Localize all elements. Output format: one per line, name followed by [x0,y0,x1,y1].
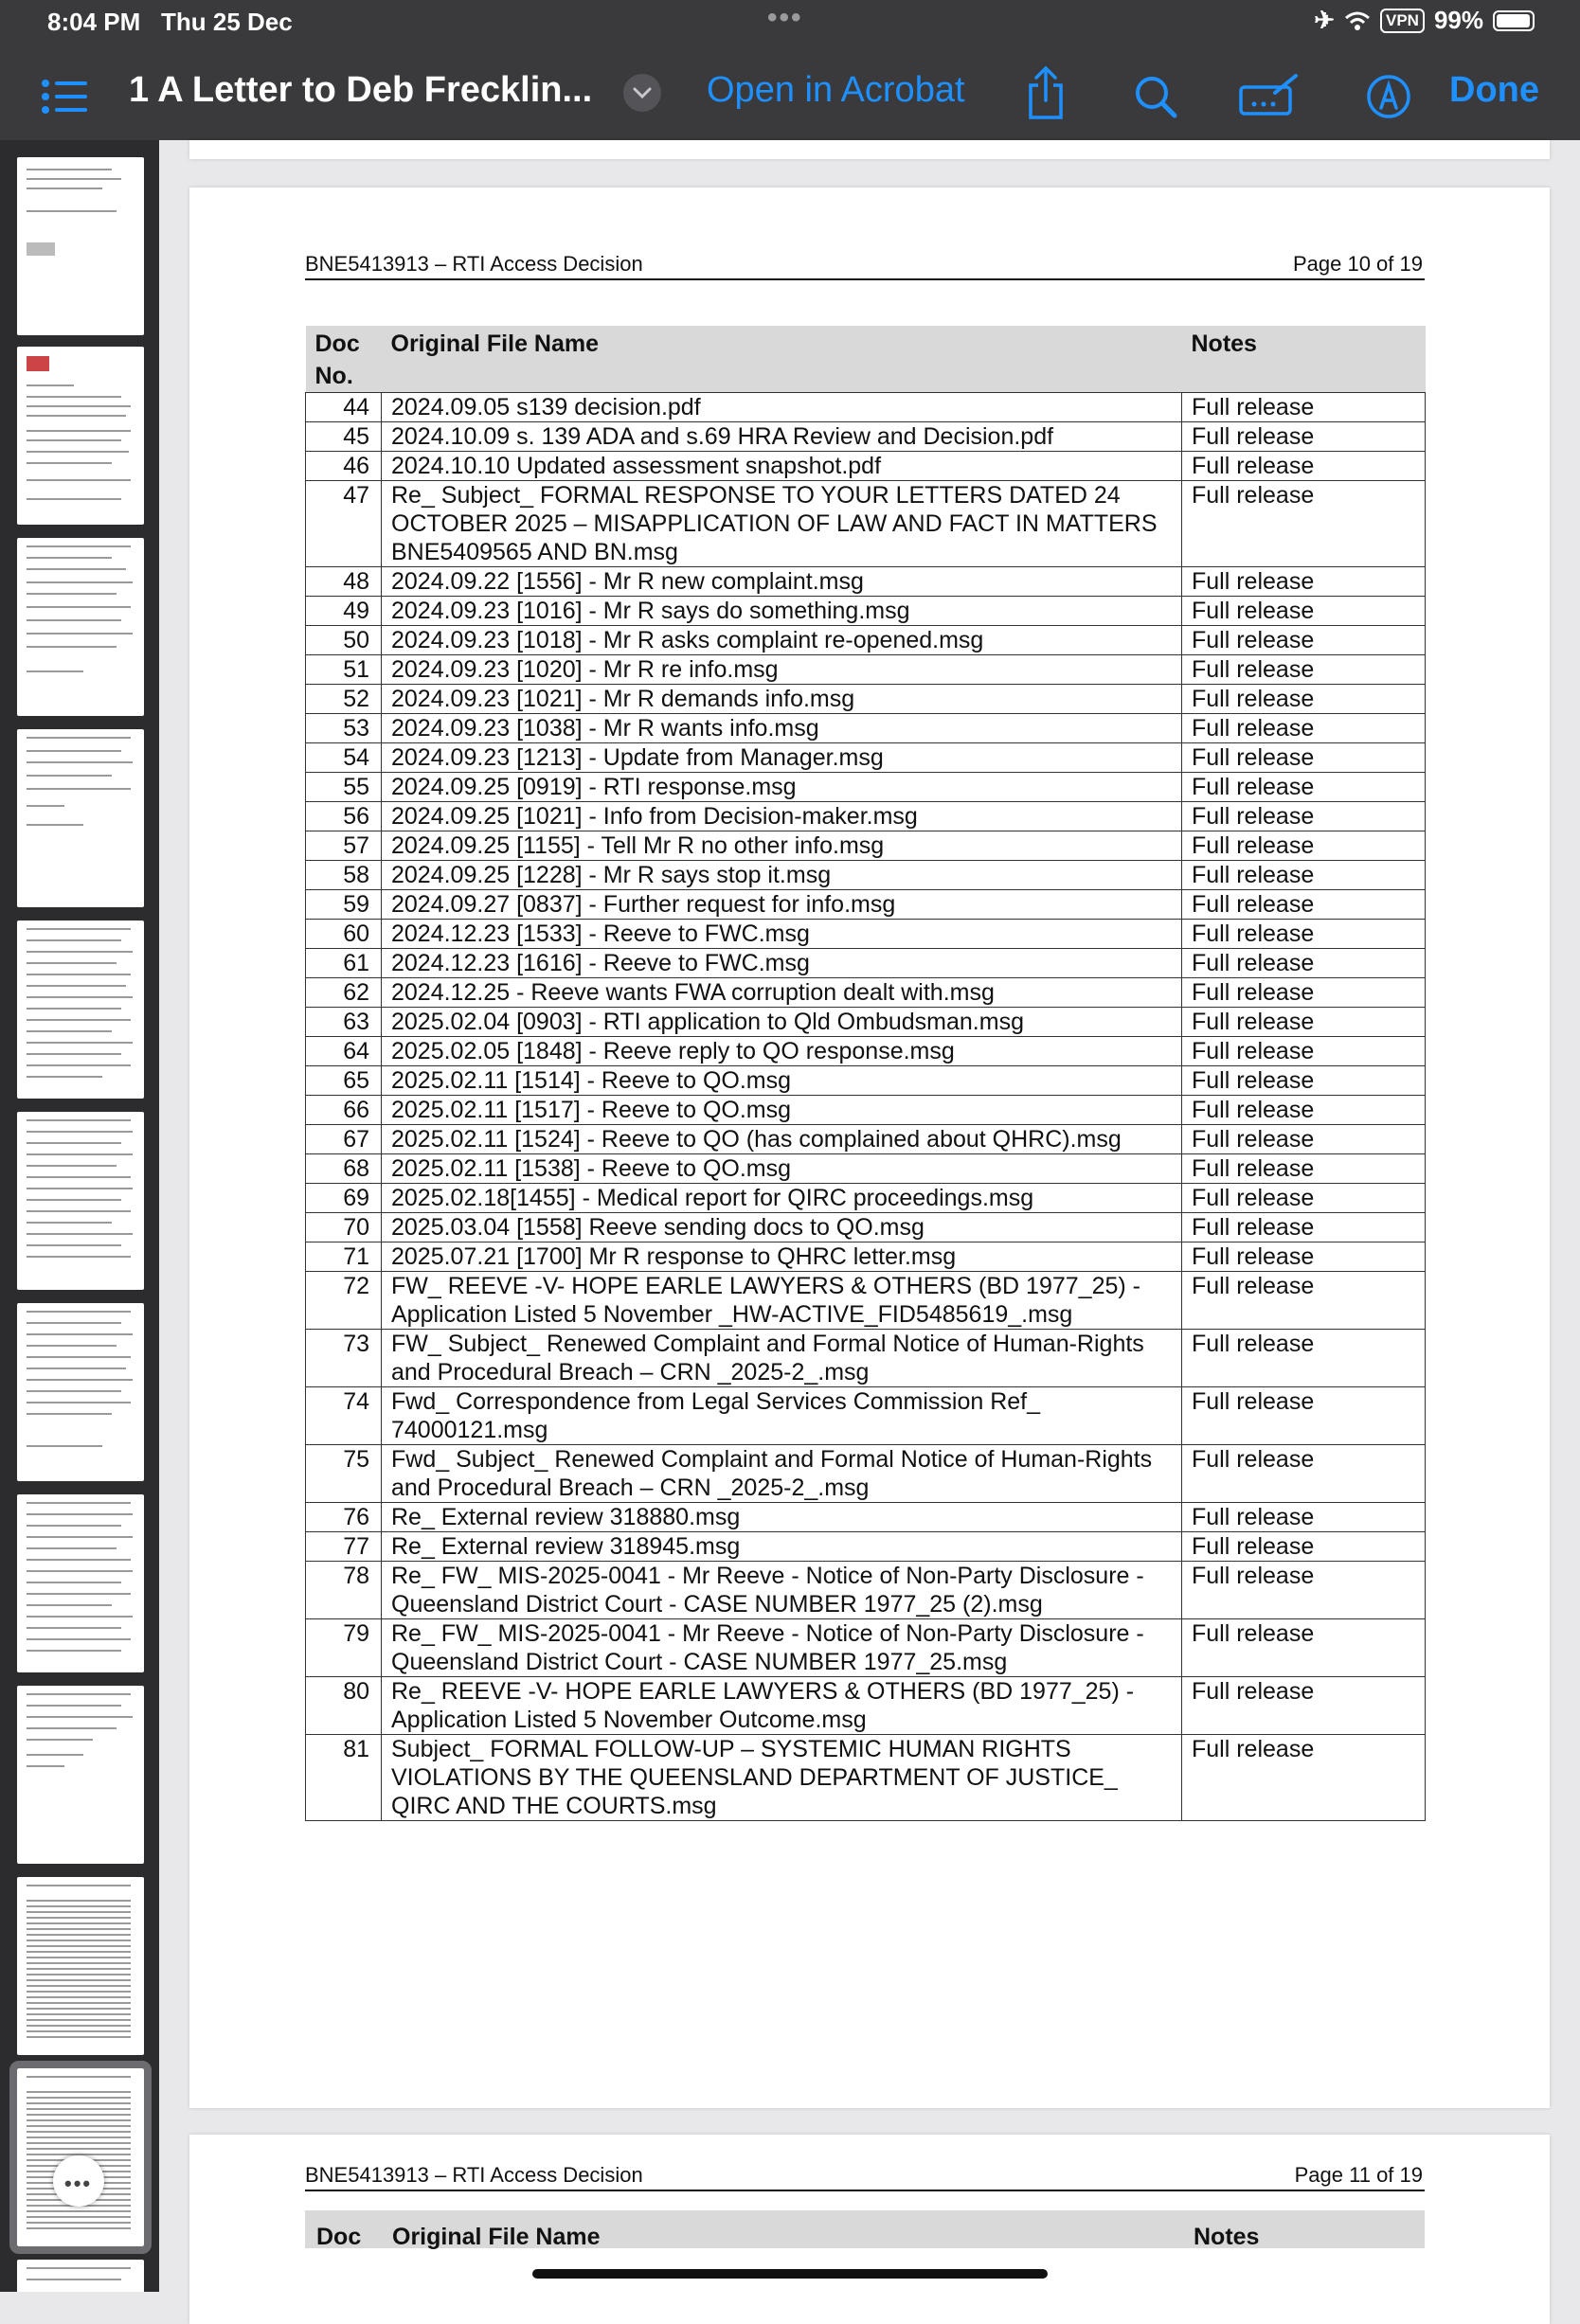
file-name-cell: Fwd_ Correspondence from Legal Services Commission Ref_ 74000121.msg [382,1387,1182,1445]
file-name-cell: 2025.02.11 [1538] - Reeve to QO.msg [382,1154,1182,1184]
table-row [306,626,1426,655]
table-row [306,1242,1426,1272]
file-name-cell: FW_ REEVE -V- HOPE EARLE LAWYERS & OTHERS (BD 1977_25) - Application Listed 5 November _HW-ACTIVE_FID5485619_.msg [382,1272,1182,1330]
notes-cell: Full release [1182,802,1426,831]
notes-cell: Full release [1182,831,1426,861]
notes-cell: Full release [1182,1735,1426,1821]
doc-number-cell: 72 [306,1272,382,1330]
page-thumbnail[interactable] [17,1494,144,1672]
table-row [306,1387,1426,1445]
doc-number-cell: 61 [306,949,382,978]
doc-number-cell: 66 [306,1096,382,1125]
file-name-cell: 2025.02.11 [1517] - Reeve to QO.msg [382,1096,1182,1125]
doc-number-cell: 45 [306,422,382,452]
doc-number-cell: 77 [306,1532,382,1562]
page-number: Page 11 of 19 [1294,2163,1423,2187]
file-name-cell: Re_ External review 318945.msg [382,1532,1182,1562]
notes-cell: Full release [1182,626,1426,655]
table-row [306,1184,1426,1213]
table-row [306,1735,1426,1821]
doc-number-cell: 67 [306,1125,382,1154]
doc-number-cell: 50 [306,626,382,655]
notes-cell: Full release [1182,949,1426,978]
table-row [306,1619,1426,1677]
doc-number-cell: 57 [306,831,382,861]
doc-number-cell: 71 [306,1242,382,1272]
file-name-cell: 2025.02.11 [1524] - Reeve to QO (has complained about QHRC).msg [382,1125,1182,1154]
done-button[interactable]: Done [1449,70,1539,110]
doc-number-cell: 74 [306,1387,382,1445]
home-indicator[interactable] [532,2269,1048,2279]
column-header-doc-no: Doc [316,2224,362,2250]
page-thumbnail[interactable] [17,729,144,907]
doc-number-cell: 79 [306,1619,382,1677]
table-row [306,978,1426,1008]
table-row [306,1532,1426,1562]
notes-cell: Full release [1182,890,1426,920]
doc-number-cell: 44 [306,393,382,422]
doc-number-cell: 78 [306,1562,382,1619]
doc-number-cell: 65 [306,1066,382,1096]
doc-number-cell: 48 [306,567,382,597]
airplane-icon: ✈ [1314,6,1335,34]
column-header-doc-no: Doc No. [306,326,382,393]
doc-number-cell: 62 [306,978,382,1008]
multitask-dots-icon[interactable]: ••• [767,2,803,33]
table-row [306,802,1426,831]
status-right [1314,6,1535,35]
document-page [189,2135,1550,2324]
notes-cell: Full release [1182,1387,1426,1445]
doc-number-cell: 63 [306,1008,382,1037]
file-name-cell: 2024.09.23 [1021] - Mr R demands info.msg [382,685,1182,714]
page-header-reference: BNE5413913 – RTI Access Decision [305,252,643,276]
page-thumbnail[interactable] [17,921,144,1099]
file-name-cell: 2025.03.04 [1558] Reeve sending docs to QO.msg [382,1213,1182,1242]
header-rule [305,2190,1425,2191]
file-name-cell: 2024.09.05 s139 decision.pdf [382,393,1182,422]
table-row [306,890,1426,920]
notes-cell: Full release [1182,1272,1426,1330]
file-name-cell: 2024.09.23 [1018] - Mr R asks complaint re-opened.msg [382,626,1182,655]
wifi-icon [1344,10,1371,31]
page-thumbnail[interactable] [17,1112,144,1290]
doc-number-cell: 51 [306,655,382,685]
column-header-file-name: Original File Name [392,2224,601,2250]
battery-icon [1493,10,1535,31]
table-row [306,1125,1426,1154]
page-number: Page 10 of 19 [1292,252,1423,276]
column-header-notes: Notes [1194,2224,1260,2250]
notes-cell: Full release [1182,1154,1426,1184]
battery-percent: 99% [1433,6,1483,34]
table-row [306,1272,1426,1330]
search-icon[interactable] [1129,72,1182,121]
markup-icon[interactable] [1237,72,1302,121]
table-row [306,393,1426,422]
file-name-cell: 2024.09.23 [1213] - Update from Manager.msg [382,743,1182,773]
notes-cell: Full release [1182,1184,1426,1213]
notes-cell: Full release [1182,393,1426,422]
toolbar [0,53,1580,140]
file-name-cell: 2024.09.23 [1020] - Mr R re info.msg [382,655,1182,685]
table-row [306,1213,1426,1242]
file-name-cell: 2024.12.23 [1533] - Reeve to FWC.msg [382,920,1182,949]
table-row [306,743,1426,773]
notes-cell: Full release [1182,1330,1426,1387]
doc-number-cell: 53 [306,714,382,743]
notes-cell: Full release [1182,1096,1426,1125]
page-thumbnail[interactable] [17,2260,144,2292]
header-rule [305,278,1425,280]
page-thumbnail[interactable] [17,1877,144,2055]
file-name-cell: FW_ Subject_ Renewed Complaint and Formal Notice of Human-Rights and Procedural Breach – CRN _2025-2_.msg [382,1330,1182,1387]
table-row [306,861,1426,890]
table-row [306,1330,1426,1387]
page-thumbnail[interactable] [17,1303,144,1481]
doc-number-cell: 54 [306,743,382,773]
notes-cell: Full release [1182,1242,1426,1272]
notes-cell: Full release [1182,1445,1426,1503]
file-name-cell: 2024.09.25 [1021] - Info from Decision-maker.msg [382,802,1182,831]
table-row [306,1445,1426,1503]
file-name-cell: 2024.10.10 Updated assessment snapshot.pdf [382,452,1182,481]
document-title[interactable]: 1 A Letter to Deb Frecklin... [129,70,593,110]
notes-cell: Full release [1182,1213,1426,1242]
table-row [306,1066,1426,1096]
table-row [306,831,1426,861]
notes-cell: Full release [1182,978,1426,1008]
notes-cell: Full release [1182,452,1426,481]
table-row [306,1503,1426,1532]
table-row [306,452,1426,481]
file-name-cell: Re_ Subject_ FORMAL RESPONSE TO YOUR LETTERS DATED 24 OCTOBER 2025 – MISAPPLICATION OF LAW AND FACT IN MATTERS BNE5409565 AND BN.msg [382,481,1182,567]
notes-cell: Full release [1182,1125,1426,1154]
open-in-acrobat-button[interactable]: Open in Acrobat [707,70,965,110]
file-name-cell: 2025.07.21 [1700] Mr R response to QHRC letter.msg [382,1242,1182,1272]
table-row [306,1008,1426,1037]
file-name-cell: 2025.02.11 [1514] - Reeve to QO.msg [382,1066,1182,1096]
page-thumbnail[interactable] [17,347,144,525]
file-name-cell: 2024.09.25 [1228] - Mr R says stop it.msg [382,861,1182,890]
doc-number-cell: 80 [306,1677,382,1735]
file-name-cell: 2024.09.22 [1556] - Mr R new complaint.msg [382,567,1182,597]
document-page [189,188,1550,2108]
table-row [306,949,1426,978]
file-name-cell: 2024.09.23 [1016] - Mr R says do something.msg [382,597,1182,626]
notes-cell: Full release [1182,685,1426,714]
doc-number-cell: 75 [306,1445,382,1503]
notes-cell: Full release [1182,1532,1426,1562]
table-row [306,567,1426,597]
acrobat-icon[interactable] [1362,72,1415,121]
file-name-cell: 2025.02.18[1455] - Medical report for QIRC proceedings.msg [382,1184,1182,1213]
more-options-icon[interactable]: ••• [53,2155,104,2207]
table-row [306,1562,1426,1619]
doc-number-cell: 60 [306,920,382,949]
file-name-cell: Re_ REEVE -V- HOPE EARLE LAWYERS & OTHERS (BD 1977_25) - Application Listed 5 November Outcome.msg [382,1677,1182,1735]
file-name-cell: 2024.10.09 s. 139 ADA and s.69 HRA Review and Decision.pdf [382,422,1182,452]
table-row [306,655,1426,685]
doc-number-cell: 58 [306,861,382,890]
file-name-cell: Fwd_ Subject_ Renewed Complaint and Formal Notice of Human-Rights and Procedural Breach – CRN _2025-2_.msg [382,1445,1182,1503]
file-name-cell: 2024.12.23 [1616] - Reeve to FWC.msg [382,949,1182,978]
notes-cell: Full release [1182,1066,1426,1096]
table-row [306,597,1426,626]
page-header-reference: BNE5413913 – RTI Access Decision [305,2163,643,2187]
share-icon[interactable] [1019,64,1072,121]
column-header-notes: Notes [1182,326,1426,393]
file-name-cell: Subject_ FORMAL FOLLOW-UP – SYSTEMIC HUMAN RIGHTS VIOLATIONS BY THE QUEENSLAND DEPARTMENT OF JUSTICE_ QIRC AND THE COURTS.msg [382,1735,1182,1821]
notes-cell: Full release [1182,481,1426,567]
notes-cell: Full release [1182,567,1426,597]
doc-number-cell: 47 [306,481,382,567]
status-date: Thu 25 Dec [161,8,293,36]
documents-table [305,326,1426,1821]
vpn-badge: VPN [1380,9,1425,33]
notes-cell: Full release [1182,743,1426,773]
table-row [306,1037,1426,1066]
doc-number-cell: 70 [306,1213,382,1242]
table-row [306,1096,1426,1125]
table-row [306,685,1426,714]
doc-number-cell: 81 [306,1735,382,1821]
doc-number-cell: 55 [306,773,382,802]
previous-page-bottom [189,140,1550,159]
table-row [306,714,1426,743]
file-name-cell: 2024.09.25 [1155] - Tell Mr R no other info.msg [382,831,1182,861]
notes-cell: Full release [1182,1037,1426,1066]
doc-number-cell: 68 [306,1154,382,1184]
table-row [306,920,1426,949]
file-name-cell: Re_ FW_ MIS-2025-0041 - Mr Reeve - Notice of Non-Party Disclosure -Queensland District Court - CASE NUMBER 1977_25 (2).msg [382,1562,1182,1619]
notes-cell: Full release [1182,773,1426,802]
file-name-cell: 2024.12.25 - Reeve wants FWA corruption dealt with.msg [382,978,1182,1008]
page-thumbnail[interactable] [17,1686,144,1864]
table-body [306,393,1426,1821]
notes-cell: Full release [1182,1677,1426,1735]
chevron-down-icon[interactable] [623,74,661,112]
file-name-cell: 2024.09.23 [1038] - Mr R wants info.msg [382,714,1182,743]
notes-cell: Full release [1182,1008,1426,1037]
file-name-cell: 2025.02.05 [1848] - Reeve reply to QO response.msg [382,1037,1182,1066]
notes-cell: Full release [1182,714,1426,743]
notes-cell: Full release [1182,861,1426,890]
top-bar [0,0,1580,140]
page-thumbnail[interactable] [17,538,144,716]
doc-number-cell: 46 [306,452,382,481]
table-row [306,1154,1426,1184]
doc-number-cell: 59 [306,890,382,920]
table-header-row [306,326,1426,393]
table-row [306,1677,1426,1735]
notes-cell: Full release [1182,1503,1426,1532]
file-name-cell: Re_ FW_ MIS-2025-0041 - Mr Reeve - Notice of Non-Party Disclosure -Queensland District Court - CASE NUMBER 1977_25.msg [382,1619,1182,1677]
table-header-row [305,2210,1425,2248]
file-name-cell: Re_ External review 318880.msg [382,1503,1182,1532]
page-thumbnail-sidebar[interactable] [0,140,159,2292]
table-row [306,773,1426,802]
notes-cell: Full release [1182,1619,1426,1677]
doc-number-cell: 64 [306,1037,382,1066]
doc-number-cell: 49 [306,597,382,626]
notes-cell: Full release [1182,422,1426,452]
file-name-cell: 2024.09.25 [0919] - RTI response.msg [382,773,1182,802]
table-row [306,422,1426,452]
doc-number-cell: 73 [306,1330,382,1387]
table-row [306,481,1426,567]
doc-number-cell: 76 [306,1503,382,1532]
notes-cell: Full release [1182,920,1426,949]
status-time: 8:04 PM [47,8,141,36]
doc-number-cell: 52 [306,685,382,714]
doc-number-cell: 56 [306,802,382,831]
list-icon[interactable] [38,72,91,121]
doc-number-cell: 69 [306,1184,382,1213]
notes-cell: Full release [1182,1562,1426,1619]
notes-cell: Full release [1182,597,1426,626]
page-thumbnail[interactable] [17,157,144,335]
column-header-file-name: Original File Name [382,326,1182,393]
file-name-cell: 2024.09.27 [0837] - Further request for info.msg [382,890,1182,920]
notes-cell: Full release [1182,655,1426,685]
file-name-cell: 2025.02.04 [0903] - RTI application to Qld Ombudsman.msg [382,1008,1182,1037]
